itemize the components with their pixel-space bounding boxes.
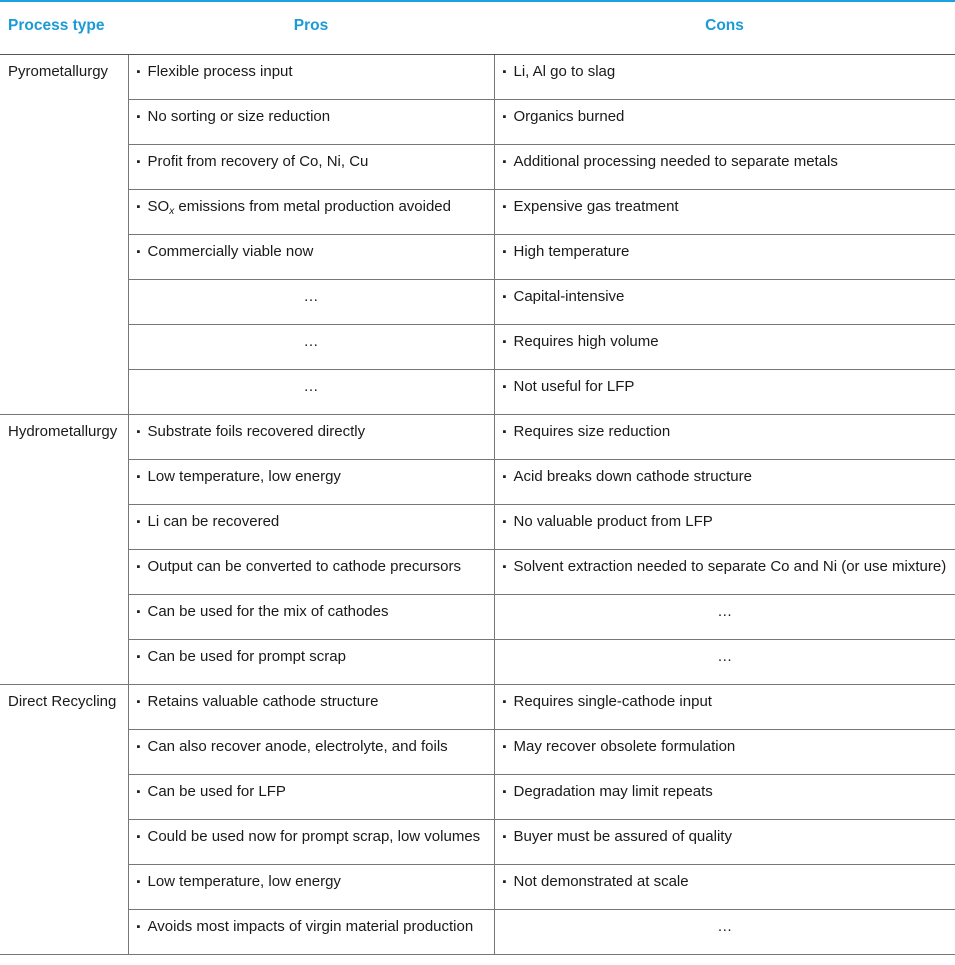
con-text: ▪ Buyer must be assured of quality [503, 820, 955, 845]
ellipsis-placeholder: … [717, 603, 733, 620]
header-process-type: Process type [0, 17, 128, 55]
pro-text: ▪ Output can be converted to cathode precursors [137, 550, 494, 575]
table-row [0, 460, 955, 505]
con-cell [494, 415, 955, 460]
con-text: ▪ No valuable product from LFP [503, 505, 955, 530]
pro-cell [128, 775, 494, 820]
con-text: ▪ Requires single-cathode input [503, 685, 955, 710]
con-cell [494, 100, 955, 145]
con-cell [494, 820, 955, 865]
pro-cell [128, 280, 494, 325]
pro-cell [128, 685, 494, 730]
con-text: ▪ Additional processing needed to separate metals [503, 145, 955, 170]
top-rule [0, 0, 955, 2]
table-row [0, 325, 955, 370]
con-text: ▪ Requires high volume [503, 325, 955, 350]
pro-subscript: x [169, 206, 175, 217]
table-row [0, 730, 955, 775]
pro-cell [128, 550, 494, 595]
pro-cell [128, 865, 494, 910]
pro-text: ▪ Commercially viable now [137, 235, 494, 260]
table-row [0, 550, 955, 595]
con-cell [494, 55, 955, 100]
pro-cell [128, 460, 494, 505]
table-row [0, 280, 955, 325]
pro-cell [128, 730, 494, 775]
process-type-label: Hydrometallurgy [8, 423, 118, 440]
con-text: ▪ Not useful for LFP [503, 370, 955, 395]
pro-text: ▪ Can be used for the mix of cathodes [137, 595, 494, 620]
pro-text: ▪ No sorting or size reduction [137, 100, 494, 125]
pro-text: ▪ Low temperature, low energy [137, 460, 494, 485]
con-text: ▪ High temperature [503, 235, 955, 260]
pro-text: ▪ Li can be recovered [137, 505, 494, 530]
table-row [0, 820, 955, 865]
con-text: ▪ May recover obsolete formulation [503, 730, 955, 755]
pros-cons-table [0, 17, 955, 955]
pro-cell [128, 190, 494, 235]
pro-cell [128, 325, 494, 370]
pro-text: ▪ Can be used for LFP [137, 775, 494, 800]
con-cell [494, 235, 955, 280]
process-type-cell [0, 55, 128, 415]
pro-cell [128, 370, 494, 415]
pro-text: ▪ Flexible process input [137, 55, 494, 80]
con-cell [494, 910, 955, 955]
con-cell [494, 505, 955, 550]
table-row [0, 775, 955, 820]
pro-text-part: SO [147, 198, 170, 215]
ellipsis-placeholder: … [717, 918, 733, 935]
pro-text [137, 190, 494, 217]
ellipsis-placeholder: … [303, 288, 319, 305]
pro-cell [128, 820, 494, 865]
table-header [0, 17, 955, 55]
con-cell [494, 370, 955, 415]
pro-text: ▪ Can be used for prompt scrap [137, 640, 494, 665]
con-cell [494, 730, 955, 775]
process-type-label: Direct Recycling [8, 693, 117, 710]
pro-cell [128, 505, 494, 550]
header-pros: Pros [128, 17, 494, 55]
header-cons: Cons [494, 17, 955, 55]
table-row [0, 370, 955, 415]
pro-cell [128, 595, 494, 640]
table-row [0, 595, 955, 640]
pro-text: ▪ Profit from recovery of Co, Ni, Cu [137, 145, 494, 170]
con-text: ▪ Requires size reduction [503, 415, 955, 440]
ellipsis-placeholder: … [717, 648, 733, 665]
pro-cell [128, 910, 494, 955]
con-cell [494, 190, 955, 235]
header-row [0, 17, 955, 55]
pro-cell [128, 415, 494, 460]
table-row [0, 55, 955, 100]
table-row [0, 640, 955, 685]
pro-text-part: emissions from metal production avoided [174, 198, 451, 215]
table-row [0, 145, 955, 190]
table-row [0, 190, 955, 235]
con-text: ▪ Li, Al go to slag [503, 55, 955, 80]
con-text: ▪ Degradation may limit repeats [503, 775, 955, 800]
con-cell [494, 280, 955, 325]
pro-text: ▪ Can also recover anode, electrolyte, and foils [137, 730, 494, 755]
con-cell [494, 595, 955, 640]
pro-cell [128, 145, 494, 190]
con-cell [494, 685, 955, 730]
pro-text: ▪ Could be used now for prompt scrap, low volumes [137, 820, 494, 845]
table-row [0, 910, 955, 955]
table-row [0, 865, 955, 910]
con-cell [494, 550, 955, 595]
table-body [0, 55, 955, 955]
pro-cell [128, 235, 494, 280]
pro-text: ▪ Low temperature, low energy [137, 865, 494, 890]
table-row [0, 505, 955, 550]
con-cell [494, 775, 955, 820]
table-row [0, 415, 955, 460]
con-text: ▪ Capital-intensive [503, 280, 955, 305]
con-text: ▪ Not demonstrated at scale [503, 865, 955, 890]
pro-text: ▪ Retains valuable cathode structure [137, 685, 494, 710]
table-row [0, 235, 955, 280]
table-row [0, 685, 955, 730]
pro-text: ▪ Substrate foils recovered directly [137, 415, 494, 440]
process-type-cell [0, 685, 128, 955]
process-type-label: Pyrometallurgy [8, 63, 109, 80]
con-text: ▪ Expensive gas treatment [503, 190, 955, 215]
ellipsis-placeholder: … [303, 333, 319, 350]
table-row [0, 100, 955, 145]
pro-cell [128, 100, 494, 145]
con-cell [494, 460, 955, 505]
ellipsis-placeholder: … [303, 378, 319, 395]
con-text: ▪ Acid breaks down cathode structure [503, 460, 955, 485]
con-text: ▪ Solvent extraction needed to separate Co and Ni (or use mixture) [503, 550, 955, 575]
process-type-cell [0, 415, 128, 685]
con-text: ▪ Organics burned [503, 100, 955, 125]
con-cell [494, 865, 955, 910]
pro-cell [128, 55, 494, 100]
pro-cell [128, 640, 494, 685]
con-cell [494, 325, 955, 370]
con-cell [494, 145, 955, 190]
con-cell [494, 640, 955, 685]
pro-text: ▪ Avoids most impacts of virgin material production [137, 910, 494, 935]
